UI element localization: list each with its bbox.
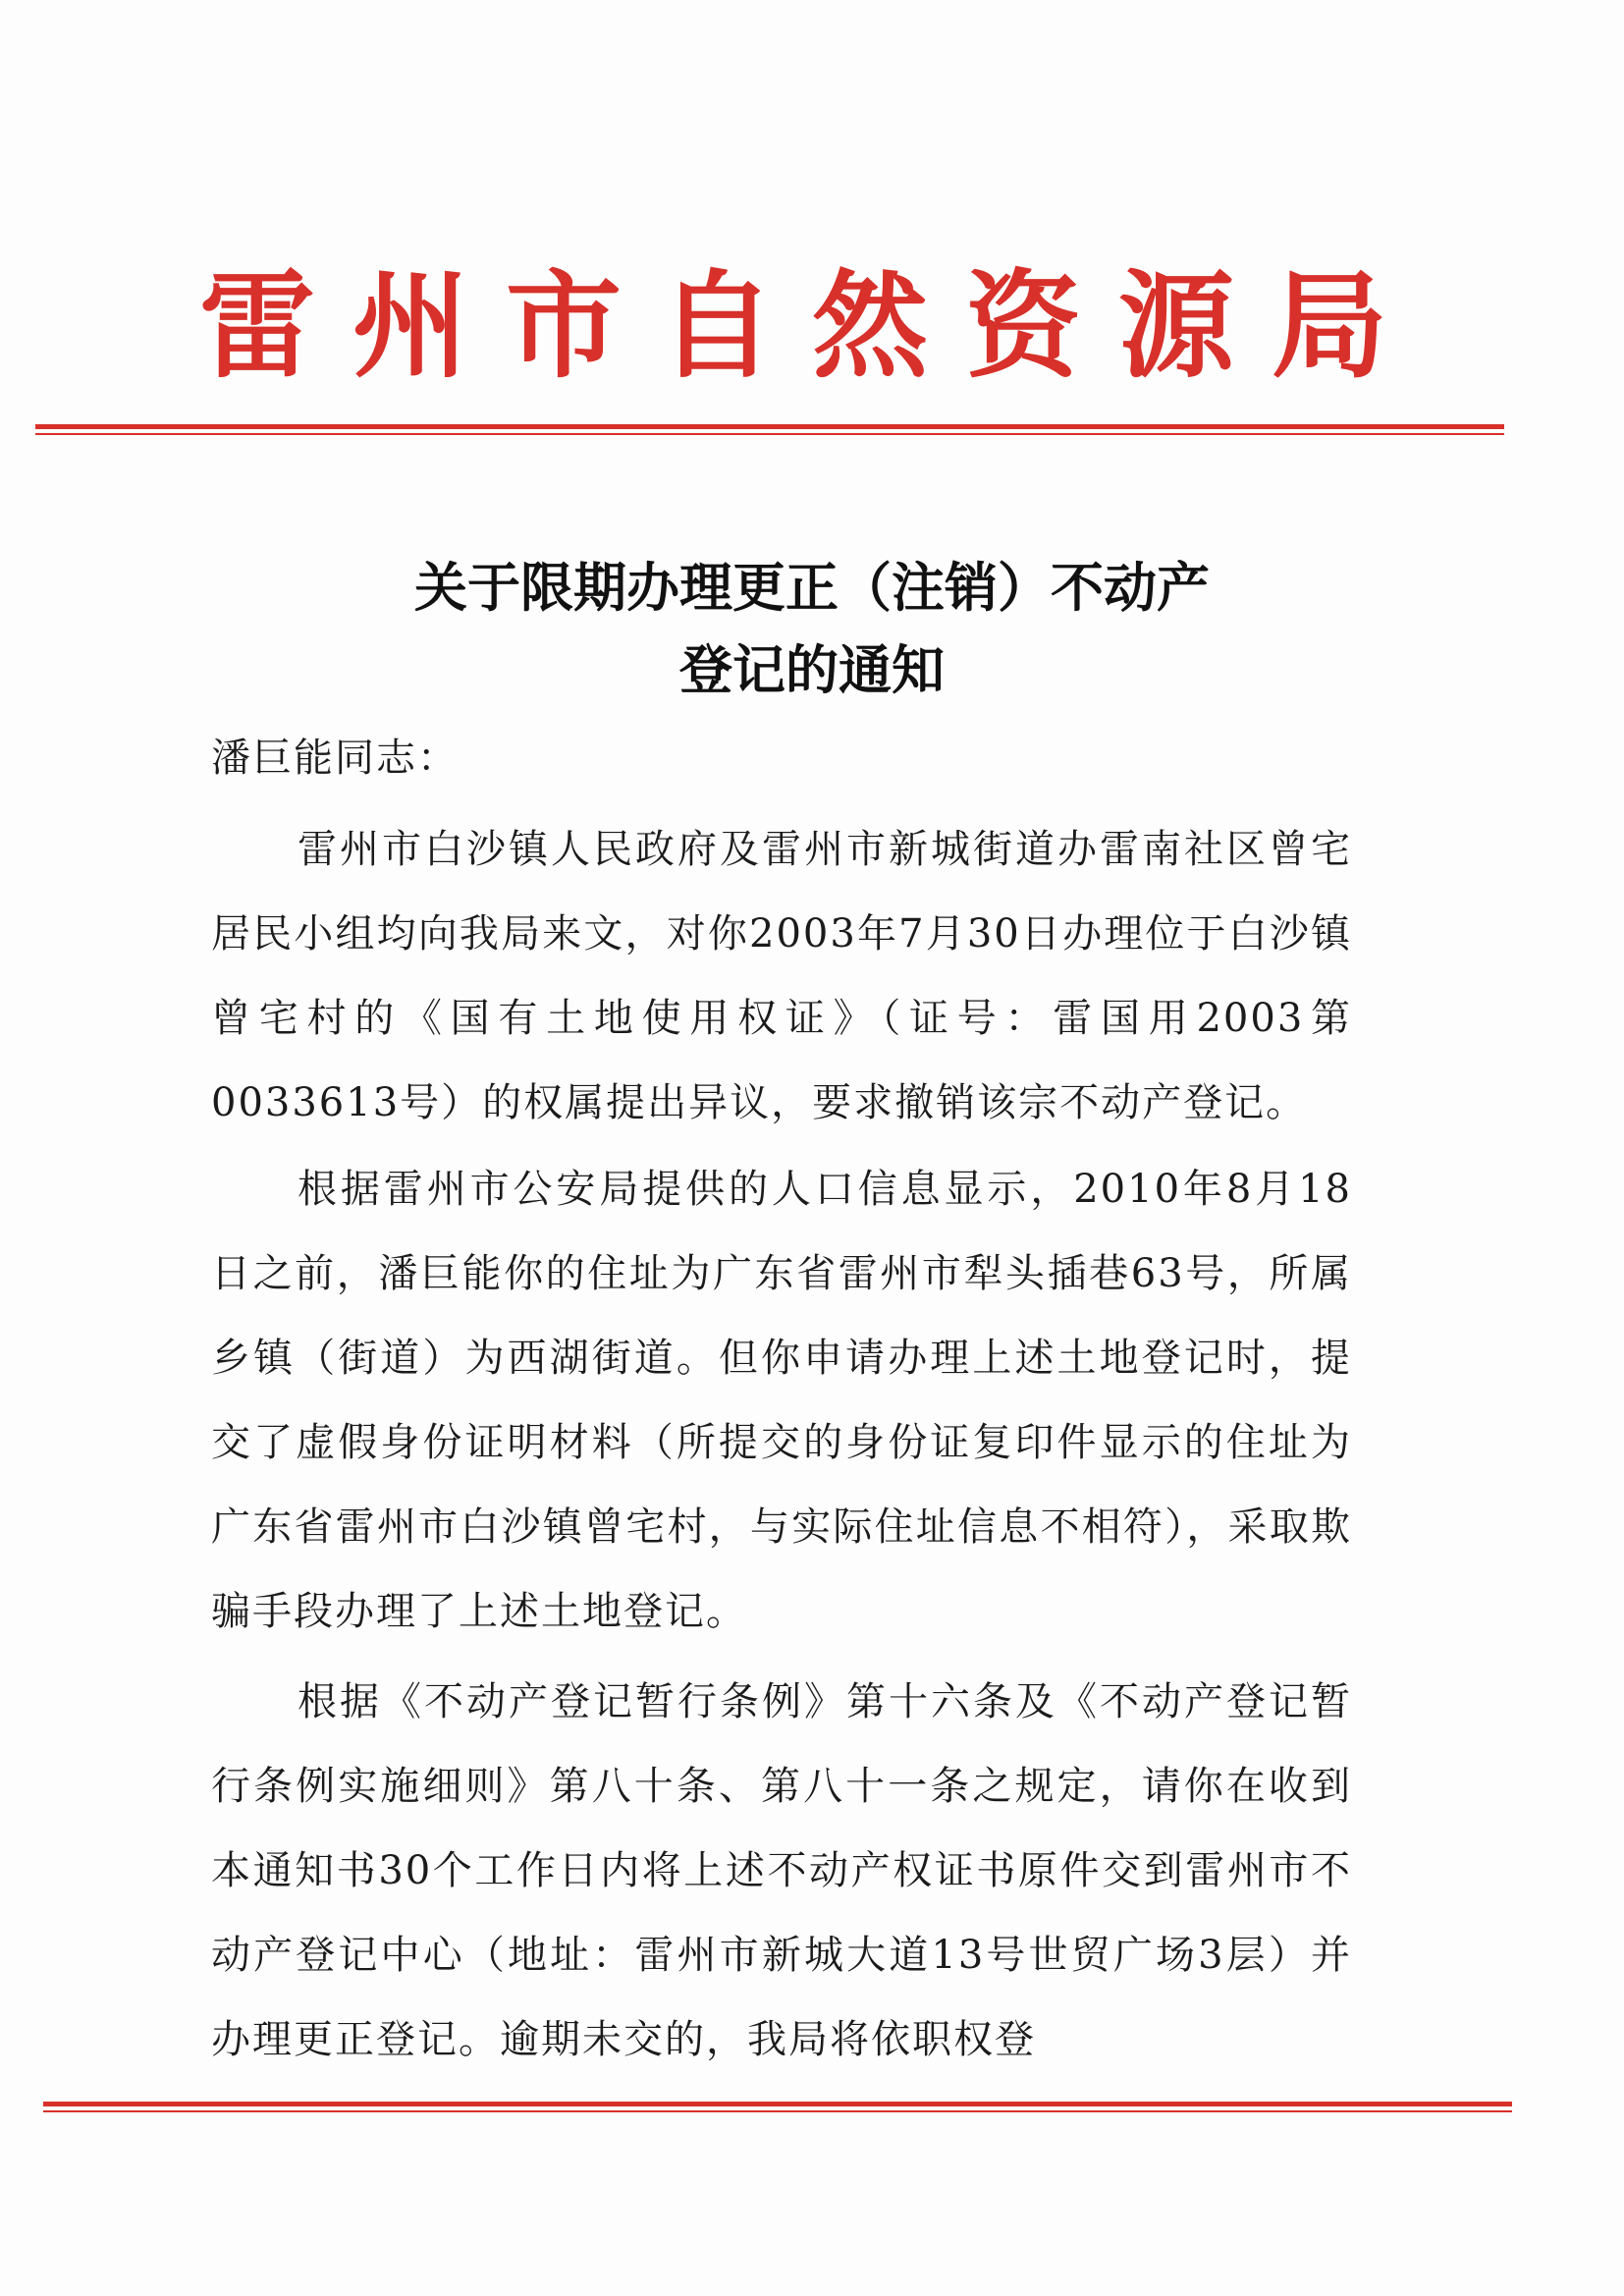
salutation: 潘巨能同志： (211, 736, 459, 781)
body-paragraph-3 (211, 1660, 1352, 2082)
document-title-line-1: 关于限期办理更正（注销）不动产 (414, 557, 1210, 619)
body-paragraph-1 (211, 807, 1352, 1145)
paragraph-text: 雷州市白沙镇人民政府及雷州市新城街道办雷南社区曾宅居民小组均向我局来文，对你2003年7月30日办理位于白沙镇曾宅村的《国有土地使用权证》（证号：雷国用2003第0033613号）的权属提出异议，要求撤销该宗不动产登记。 (211, 827, 1352, 1125)
body-paragraph-2 (211, 1147, 1352, 1654)
document-title-line-2: 登记的通知 (679, 639, 945, 701)
paragraph-text: 根据雷州市公安局提供的人口信息显示，2010年8月18日之前，潘巨能你的住址为广东省雷州市犁头插巷63号，所属乡镇（街道）为西湖街道。但你申请办理上述土地登记时，提交了虚假身份证明材料（所提交的身份证复印件显示的住址为广东省雷州市白沙镇曾宅村，与实际住址信息不相符），采取欺骗手段办理了上述土地登记。 (211, 1167, 1352, 1634)
letterhead-divider (35, 424, 1504, 435)
paragraph-text: 根据《不动产登记暂行条例》第十六条及《不动产登记暂行条例实施细则》第八十条、第八十一条之规定，请你在收到本通知书30个工作日内将上述不动产权证书原件交到雷州市不动产登记中心（地址：雷州市新城大道13号世贸广场3层）并办理更正登记。逾期未交的，我局将依职权登 (211, 1679, 1352, 2062)
letterhead-agency-name: 雷州市自然资源局 (198, 258, 1425, 394)
footer-divider (43, 2102, 1512, 2112)
